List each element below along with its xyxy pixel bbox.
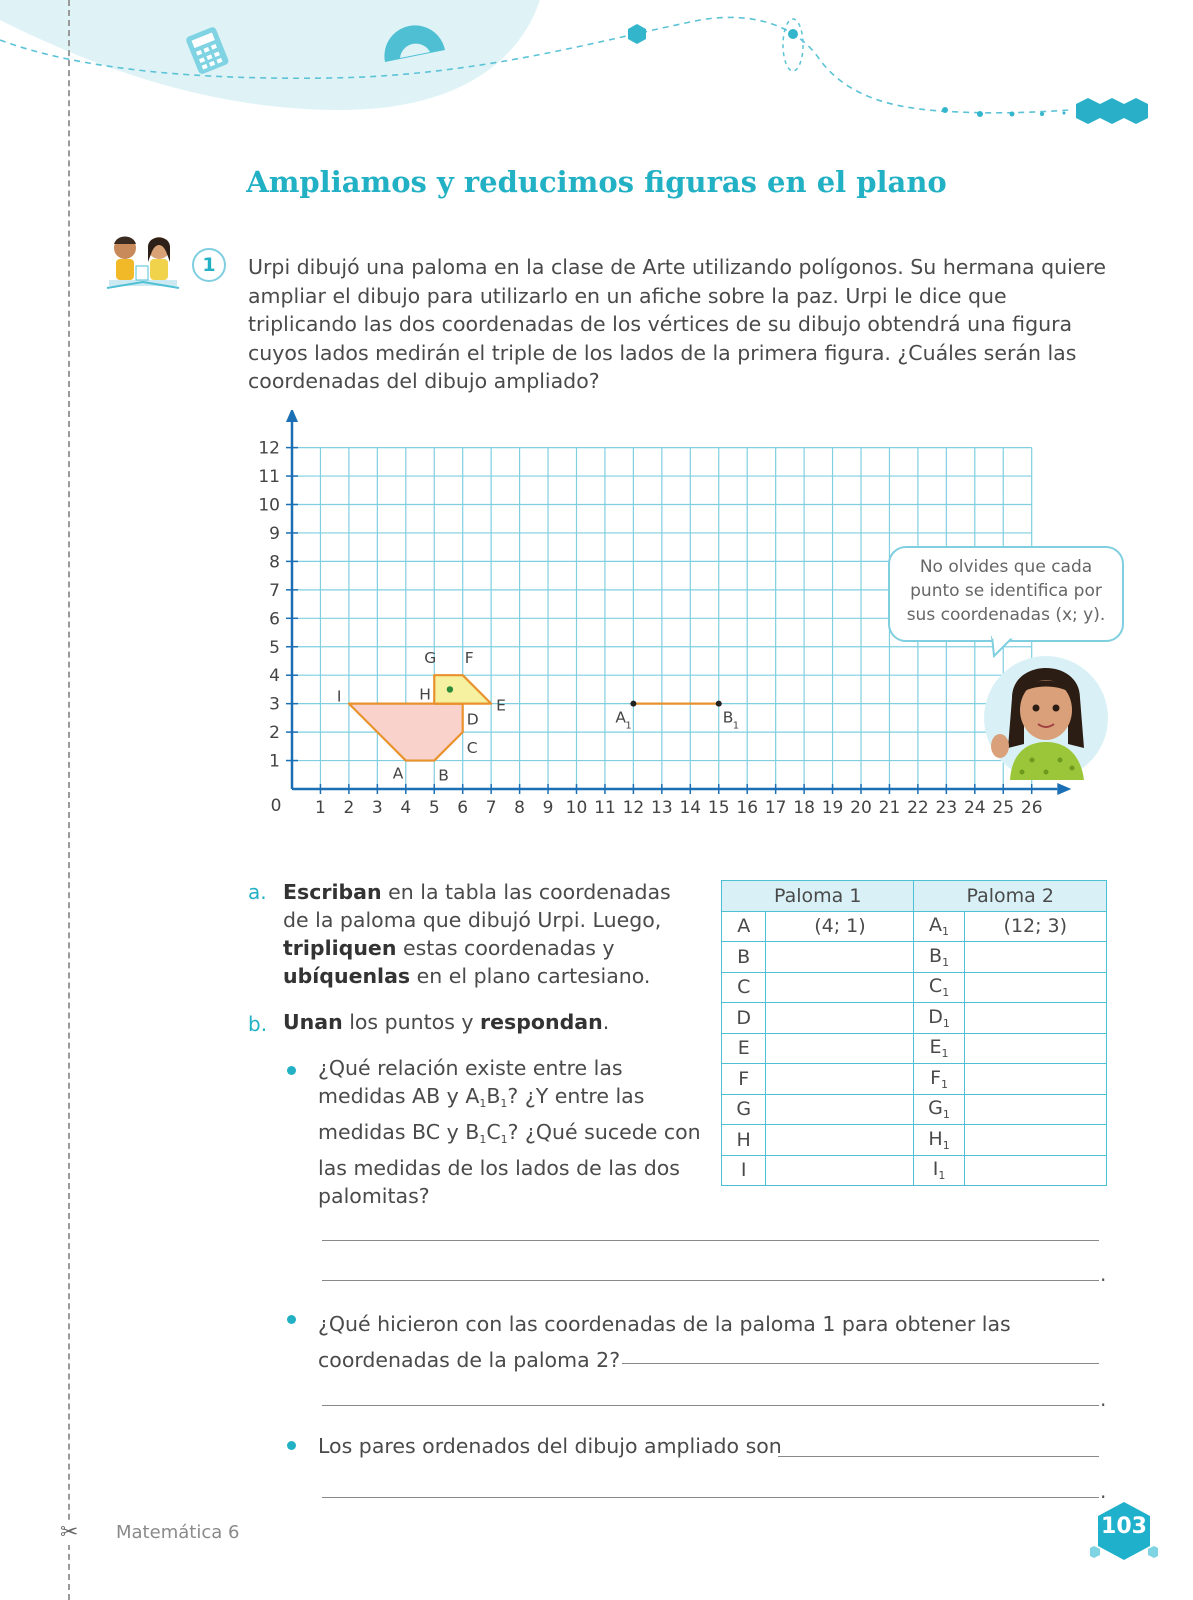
- part-a-instructions: Escriban en la tabla las coordenadas de la paloma que dibujó Urpi. Luego, tripliquen estas coordenadas y ubíquenlas en el plano cartesiano.: [283, 880, 671, 988]
- coordinate-cell[interactable]: [766, 972, 914, 1003]
- y-tick-label: 3: [269, 694, 280, 715]
- origin-label: 0: [270, 796, 282, 816]
- x-tick-label: 2: [343, 798, 355, 818]
- y-tick-label: 11: [258, 467, 280, 488]
- y-tick-label: 9: [269, 523, 280, 544]
- enlarged-point-label: $A_1$: [914, 911, 964, 942]
- x-tick-label: 23: [935, 798, 958, 818]
- table-header-row: [722, 881, 1107, 912]
- x-tick-label: 16: [736, 798, 759, 818]
- enlarged-point-label: $G_1$: [914, 1094, 964, 1125]
- part-b-label: b.: [248, 1012, 268, 1036]
- x-tick-label: 20: [850, 798, 872, 818]
- coordinate-cell[interactable]: [766, 1155, 914, 1186]
- enlarged-coordinate-cell[interactable]: (12; 3): [964, 911, 1106, 942]
- x-tick-label: 8: [514, 798, 526, 818]
- table-row: [722, 911, 1107, 942]
- answer-line: [322, 1405, 1099, 1406]
- y-axis-arrow: [286, 410, 298, 422]
- book-title: Matemática 6: [116, 1522, 240, 1543]
- line-end-period: .: [1100, 1479, 1107, 1503]
- hint-speech-bubble: No olvides que cada punto se identifica por sus coordenadas (x; y).: [888, 546, 1124, 642]
- point-label-d: D: [466, 710, 479, 729]
- enlarged-coordinate-cell[interactable]: [964, 972, 1106, 1003]
- question-1: ¿Qué relación existe entre las medidas AB y $A_1B_1$? ¿Y entre las medidas BC y $B_1C_1$? ¿Qué sucede con las medidas de los lados de las dos palomitas?: [318, 1056, 701, 1208]
- x-tick-label: 9: [542, 798, 554, 818]
- enlarged-coordinate-cell[interactable]: [964, 1064, 1106, 1095]
- cut-line: [68, 0, 70, 1600]
- point-label-g: G: [424, 649, 437, 668]
- point-label: H: [722, 1125, 766, 1156]
- x-tick-label: 5: [428, 798, 440, 818]
- x-tick-label: 19: [821, 798, 844, 818]
- x-tick-label: 3: [371, 798, 383, 818]
- coordinate-cell[interactable]: [766, 1094, 914, 1125]
- y-tick-label: 7: [269, 580, 280, 601]
- coordinate-cell[interactable]: [766, 1064, 914, 1095]
- point-label: A: [722, 911, 766, 942]
- table-row: [722, 1125, 1107, 1156]
- enlarged-point-label: $D_1$: [914, 1003, 964, 1034]
- x-tick-label: 14: [679, 798, 702, 818]
- question-3: Los pares ordenados del dibujo ampliado son: [318, 1434, 782, 1458]
- table-row: [722, 1155, 1107, 1186]
- point-label: D: [722, 1003, 766, 1034]
- enlarged-coordinate-cell[interactable]: [964, 1003, 1106, 1034]
- coordinate-cell[interactable]: [766, 1003, 914, 1034]
- point-label: G: [722, 1094, 766, 1125]
- question-2: ¿Qué hicieron con las coordenadas de la paloma 1 para obtener las coordenadas de la paloma 2?: [318, 1312, 1011, 1372]
- coordinates-table: [721, 880, 1107, 1186]
- page-number: 103: [1101, 1514, 1147, 1539]
- header-decoration: [0, 0, 1193, 140]
- x-tick-label: 4: [400, 798, 412, 818]
- y-tick-label: 8: [269, 552, 280, 573]
- point-label: F: [722, 1064, 766, 1095]
- scissors-icon: ✂: [60, 1520, 79, 1545]
- answer-line: [778, 1456, 1099, 1457]
- y-tick-label: 5: [269, 637, 280, 658]
- enlarged-coordinate-cell[interactable]: [964, 942, 1106, 973]
- coordinate-cell[interactable]: [766, 1033, 914, 1064]
- enlarged-coordinate-cell[interactable]: [964, 1125, 1106, 1156]
- enlarged-point-label: B: [722, 708, 734, 727]
- enlarged-point-label: $I_1$: [914, 1155, 964, 1186]
- enlarged-point-label: A: [615, 708, 627, 727]
- enlarged-coordinate-cell[interactable]: [964, 1033, 1106, 1064]
- bullet-icon: [287, 1066, 296, 1075]
- enlarged-point-label: $C_1$: [914, 972, 964, 1003]
- enlarged-point-label: $F_1$: [914, 1064, 964, 1095]
- enlarged-point-label: $E_1$: [914, 1033, 964, 1064]
- x-tick-label: 22: [907, 798, 929, 818]
- x-tick-label: 7: [485, 798, 497, 818]
- enlarged-point-subscript: 1: [625, 720, 632, 732]
- bullet-icon: [287, 1441, 296, 1450]
- y-tick-label: 12: [258, 438, 280, 459]
- table-row: [722, 1033, 1107, 1064]
- point-label: B: [722, 942, 766, 973]
- x-tick-label: 21: [878, 798, 901, 818]
- x-tick-label: 11: [594, 798, 616, 818]
- girl-illustration: [972, 648, 1112, 780]
- y-tick-label: 2: [269, 723, 280, 744]
- coordinate-cell[interactable]: (4; 1): [766, 911, 914, 942]
- line-end-period: .: [1100, 1387, 1107, 1411]
- enlarged-point-subscript: 1: [732, 720, 740, 732]
- y-tick-label: 1: [269, 751, 280, 772]
- x-tick-label: 12: [622, 798, 645, 818]
- table-header-paloma-2: Paloma 2: [914, 881, 1107, 912]
- point-label-a: A: [392, 764, 404, 783]
- problem-number-badge: 1: [192, 248, 226, 282]
- table-header-paloma-1: Paloma 1: [722, 881, 914, 912]
- x-tick-label: 24: [963, 798, 986, 818]
- children-reading-icon: [103, 232, 183, 296]
- point-label-c: C: [466, 739, 478, 758]
- point-b1: [716, 701, 722, 707]
- x-tick-label: 1: [315, 798, 326, 818]
- cube-icon: [628, 24, 646, 44]
- enlarged-point-label: $B_1$: [914, 942, 964, 973]
- point-label: C: [722, 972, 766, 1003]
- enlarged-coordinate-cell[interactable]: [964, 1094, 1106, 1125]
- answer-line: [322, 1280, 1099, 1281]
- x-tick-label: 6: [457, 798, 469, 818]
- answer-line: [322, 1240, 1099, 1241]
- x-tick-label: 26: [1020, 798, 1043, 818]
- table-row: [722, 1003, 1107, 1034]
- dove-eye: [447, 686, 453, 692]
- y-tick-label: 10: [258, 495, 280, 516]
- y-tick-label: 6: [269, 609, 280, 630]
- problem-statement: Urpi dibujó una paloma en la clase de Arte utilizando polígonos. Su hermana quiere ampliar el dibujo para utilizarlo en un afiche sobre la paz. Urpi le dice que triplicando las dos coordenadas de los vértices de su dibujo obtendrá una figura cuyos lados medirán el triple de los lados de la primera figura. ¿Cuáles serán las coordenadas del dibujo ampliado?: [248, 255, 1106, 393]
- point-label-i: I: [336, 687, 342, 706]
- coordinate-cell[interactable]: [766, 942, 914, 973]
- point-label: E: [722, 1033, 766, 1064]
- point-label-e: E: [496, 696, 506, 715]
- x-tick-label: 17: [764, 798, 787, 818]
- table-row: [722, 942, 1107, 973]
- point-label-b: B: [438, 766, 449, 785]
- dove-head-shape: [434, 675, 491, 703]
- answer-line: [322, 1497, 1099, 1498]
- part-a-label: a.: [248, 880, 267, 904]
- answer-line: [622, 1363, 1099, 1364]
- coordinate-cell[interactable]: [766, 1125, 914, 1156]
- point-label-f: F: [464, 649, 474, 668]
- x-tick-label: 15: [707, 798, 730, 818]
- x-tick-label: 25: [992, 798, 1015, 818]
- point-a1: [630, 701, 636, 707]
- enlarged-coordinate-cell[interactable]: [964, 1155, 1106, 1186]
- x-axis-arrow: [1057, 783, 1071, 795]
- x-tick-label: 18: [793, 798, 815, 818]
- page-title: Ampliamos y reducimos figuras en el plano: [246, 165, 947, 199]
- bullet-icon: [287, 1315, 296, 1324]
- point-label: I: [722, 1155, 766, 1186]
- table-row: [722, 1064, 1107, 1095]
- x-tick-label: 13: [651, 798, 673, 818]
- table-row: [722, 972, 1107, 1003]
- enlarged-point-label: $H_1$: [914, 1125, 964, 1156]
- part-b-instructions: Unan los puntos y respondan.: [283, 1010, 610, 1034]
- x-tick-label: 10: [565, 798, 588, 818]
- y-tick-label: 4: [269, 666, 280, 687]
- point-label-h: H: [419, 685, 431, 704]
- line-end-period: .: [1100, 1262, 1107, 1286]
- table-row: [722, 1094, 1107, 1125]
